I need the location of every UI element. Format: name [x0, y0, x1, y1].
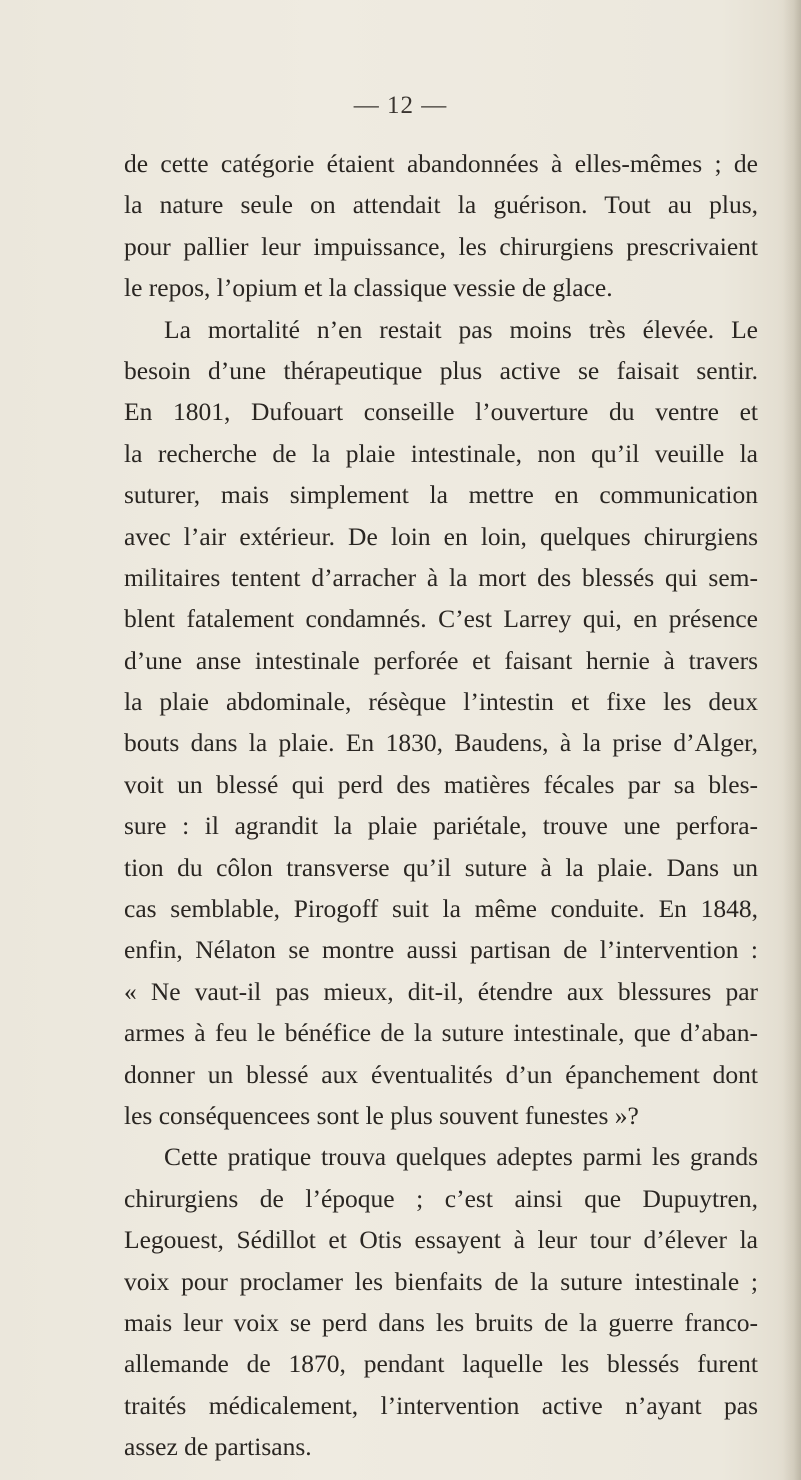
page-number: — 12 — [353, 92, 448, 119]
text-line: allemande de 1870, pendant laquelle les blessés furent [124, 1349, 758, 1379]
text-line: En 1801, Dufouart conseille l’ouverture du ventre et [124, 397, 758, 427]
text-line: cas semblable, Pirogoff suit la même conduite. En 1848, [124, 894, 758, 924]
text-line: la plaie abdominale, résèque l’intestin et fixe les deux [124, 687, 758, 717]
text-line: bouts dans la plaie. En 1830, Baudens, à la prise d’Alger, [124, 728, 758, 758]
text-line: Legouest, Sédillot et Otis essayent à leur tour d’élever la [124, 1225, 758, 1255]
text-line: suturer, mais simplement la mettre en communication [124, 480, 758, 510]
text-line: d’une anse intestinale perforée et faisant hernie à travers [124, 645, 758, 675]
text-line: armes à feu le bénéfice de la suture intestinale, que d’aban- [124, 1018, 758, 1048]
text-line: traités médicalement, l’intervention active n’ayant pas [124, 1390, 758, 1420]
text-line: les conséquencees sont le plus souvent funestes »? [124, 1100, 639, 1130]
text-line: de cette catégorie étaient abandonnées à elles-mêmes ; de [124, 149, 758, 178]
text-line: pour pallier leur impuissance, les chirurgiens prescrivaient [124, 231, 758, 261]
text-line: chirurgiens de l’époque ; c’est ainsi que Dupuytren, [124, 1183, 758, 1213]
text-line: enfin, Nélaton se montre aussi partisan de l’intervention : [124, 935, 758, 965]
text-line: avec l’air extérieur. De loin en loin, quelques chirurgiens [124, 521, 758, 551]
text-line: besoin d’une thérapeutique plus active se faisait sentir. [124, 355, 758, 385]
text-line: Cette pratique trouva quelques adeptes parmi les grands [164, 1142, 758, 1172]
text-line: la recherche de la plaie intestinale, non qu’il veuille la [124, 438, 758, 468]
text-line: le repos, l’opium et la classique vessie de glace. [124, 273, 613, 303]
text-line: militaires tentent d’arracher à la mort des blessés qui sem- [124, 562, 758, 592]
text-line: voix pour proclamer les bienfaits de la suture intestinale ; [124, 1266, 758, 1296]
text-line: La mortalité n’en restait pas moins très élevée. Le [164, 314, 758, 344]
page-edge-shadow [783, 0, 801, 1480]
text-line: la nature seule on attendait la guérison. Tout au plus, [124, 190, 758, 220]
text-line: sure : il agrandit la plaie pariétale, trouve une perfora- [124, 811, 758, 841]
text-line: mais leur voix se perd dans les bruits de la guerre franco- [124, 1307, 758, 1337]
body-text [124, 143, 758, 1468]
text-line: assez de partisans. [124, 1432, 312, 1462]
text-line: voit un blessé qui perd des matières fécales par sa bles- [124, 769, 758, 799]
text-line: donner un blessé aux éventualités d’un épanchement dont [124, 1059, 758, 1089]
text-line: « Ne vaut-il pas mieux, dit-il, étendre aux blessures par [124, 976, 758, 1006]
text-line: tion du côlon transverse qu’il suture à la plaie. Dans un [124, 852, 758, 882]
text-line: blent fatalement condamnés. C’est Larrey qui, en présence [124, 604, 758, 634]
